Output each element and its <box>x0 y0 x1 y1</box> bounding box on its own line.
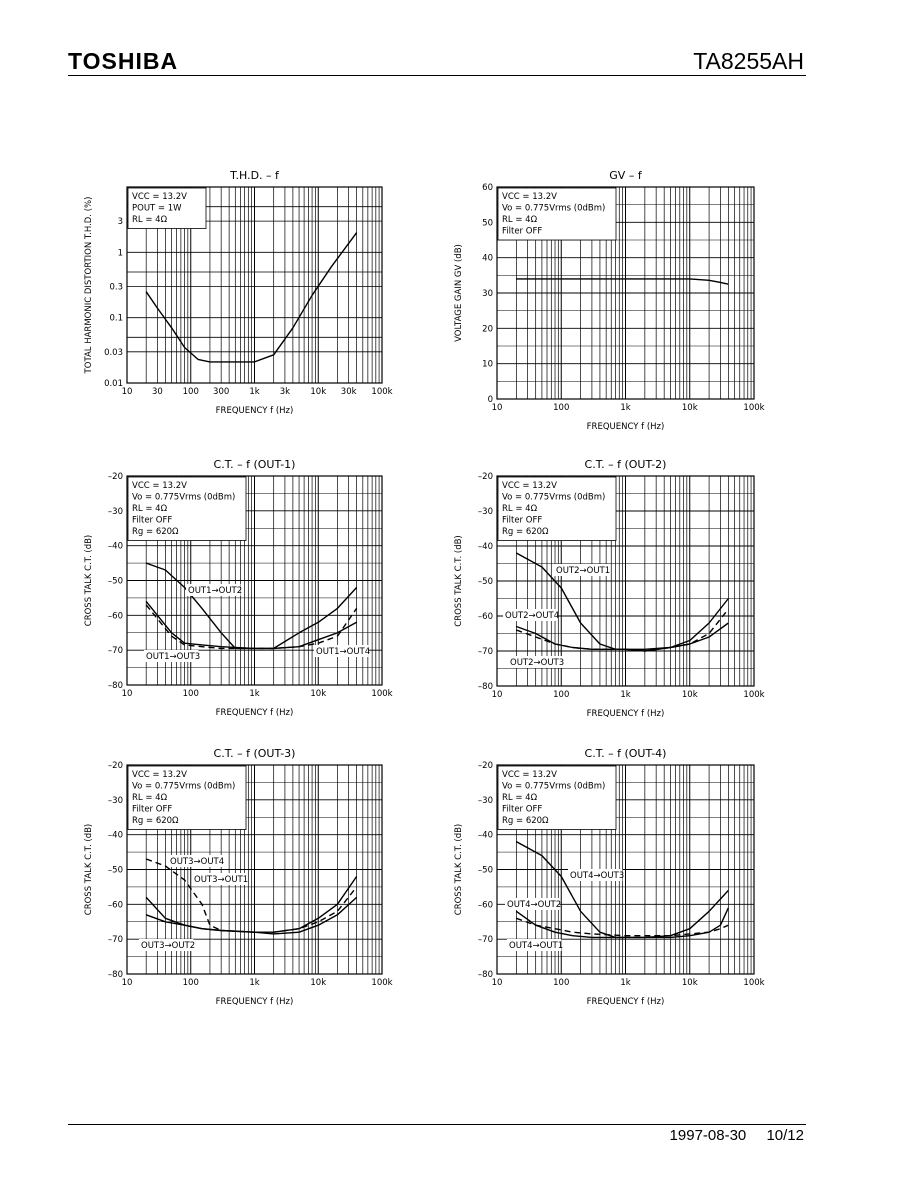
series-label: OUT1→OUT3 <box>146 652 201 662</box>
chart-1 <box>84 169 393 416</box>
x-tick-label: 100k <box>371 387 393 397</box>
x-tick-label: 100k <box>371 978 393 988</box>
condition-text: Filter OFF <box>502 515 543 526</box>
footer-page: 10/12 <box>766 1127 804 1144</box>
y-tick-label: –70 <box>107 935 123 946</box>
x-tick-label: 1k <box>249 978 260 988</box>
y-tick-label: –30 <box>107 506 123 517</box>
series-label: OUT2→OUT3 <box>510 658 565 668</box>
condition-text: Rg = 620Ω <box>132 527 179 537</box>
x-axis-label: FREQUENCY f (Hz) <box>215 708 294 718</box>
y-tick-label: –20 <box>107 761 123 771</box>
part-number: TA8255AH <box>693 48 804 74</box>
x-tick-label: 3k <box>279 387 291 397</box>
y-tick-label: –30 <box>477 507 493 517</box>
brand-logo: TOSHIBA <box>68 48 179 74</box>
x-tick-label: 100 <box>553 403 570 413</box>
y-tick-label: 1 <box>117 248 123 259</box>
chart-3 <box>84 458 393 718</box>
x-tick-label: 10k <box>310 689 327 699</box>
y-tick-label: –70 <box>477 647 493 657</box>
x-tick-label: 10k <box>310 387 327 397</box>
y-tick-label: 40 <box>482 253 493 264</box>
condition-text: RL = 4Ω <box>502 793 538 803</box>
chart-4 <box>454 458 765 719</box>
x-tick-label: 100k <box>743 690 765 700</box>
condition-text: VCC = 13.2V <box>132 481 187 491</box>
condition-text: RL = 4Ω <box>502 504 538 514</box>
condition-text: RL = 4Ω <box>132 504 168 514</box>
condition-text: POUT = 1W <box>132 203 182 214</box>
y-tick-label: –60 <box>107 611 123 622</box>
series-label: OUT2→OUT4 <box>505 611 560 621</box>
series-label: OUT3→OUT4 <box>170 857 225 867</box>
chart-title: C.T. – f (OUT-3) <box>213 747 296 760</box>
condition-text: VCC = 13.2V <box>132 770 187 780</box>
x-axis-label: FREQUENCY f (Hz) <box>586 997 665 1007</box>
footer-date: 1997-08-30 <box>669 1127 747 1144</box>
y-tick-label: –20 <box>477 761 493 771</box>
condition-text: Vo = 0.775Vrms (0dBm) <box>132 781 236 792</box>
y-axis-label: VOLTAGE GAIN GV (dB) <box>454 244 464 342</box>
x-tick-label: 1k <box>249 387 260 397</box>
y-tick-label: 0.01 <box>104 379 123 389</box>
condition-text: Vo = 0.775Vrms (0dBm) <box>502 781 606 792</box>
y-axis-label: CROSS TALK C.T. (dB) <box>454 535 464 627</box>
y-tick-label: 0.3 <box>109 282 123 293</box>
chart-2 <box>454 169 765 432</box>
x-tick-label: 10 <box>491 690 503 700</box>
x-tick-label: 1k <box>249 689 260 699</box>
y-tick-label: –80 <box>107 970 123 980</box>
x-axis-label: FREQUENCY f (Hz) <box>215 406 294 416</box>
y-tick-label: –30 <box>107 795 123 806</box>
y-axis-label: CROSS TALK C.T. (dB) <box>84 823 94 916</box>
chart-title: C.T. – f (OUT-4) <box>584 747 667 760</box>
condition-text: VCC = 13.2V <box>502 481 557 491</box>
y-tick-label: 30 <box>482 289 493 299</box>
x-tick-label: 100 <box>182 978 199 988</box>
x-tick-label: 100k <box>743 978 765 988</box>
y-axis-label: TOTAL HARMONIC DISTORTION T.H.D. (%) <box>84 196 94 374</box>
y-tick-label: –60 <box>477 612 493 622</box>
x-tick-label: 10 <box>491 978 503 988</box>
y-tick-label: –20 <box>107 472 123 482</box>
x-tick-label: 1k <box>620 978 631 988</box>
series-label: OUT4→OUT1 <box>509 941 564 951</box>
chart-title: C.T. – f (OUT-1) <box>213 458 296 471</box>
y-tick-label: –30 <box>477 795 493 806</box>
y-tick-label: –50 <box>477 865 493 876</box>
y-axis-label: CROSS TALK C.T. (dB) <box>84 534 94 627</box>
x-axis-label: FREQUENCY f (Hz) <box>215 997 294 1007</box>
y-tick-label: –20 <box>477 472 493 482</box>
y-tick-label: –50 <box>107 576 123 587</box>
y-tick-label: –40 <box>107 541 123 552</box>
x-tick-label: 300 <box>213 387 230 397</box>
y-axis-label: CROSS TALK C.T. (dB) <box>454 823 464 916</box>
chart-5 <box>84 747 393 1007</box>
x-tick-label: 30 <box>152 387 163 397</box>
x-tick-label: 10 <box>121 387 133 397</box>
y-tick-label: 20 <box>482 324 493 335</box>
x-tick-label: 10k <box>681 690 698 700</box>
x-axis-label: FREQUENCY f (Hz) <box>586 422 665 432</box>
x-tick-label: 30k <box>340 387 357 397</box>
condition-text: Vo = 0.775Vrms (0dBm) <box>502 203 606 214</box>
chart-title: GV – f <box>609 169 642 182</box>
condition-text: Filter OFF <box>502 226 543 237</box>
y-tick-label: –70 <box>477 935 493 946</box>
y-tick-label: –60 <box>107 900 123 911</box>
x-tick-label: 10 <box>121 978 133 988</box>
y-tick-label: 0.1 <box>109 313 123 324</box>
y-tick-label: 60 <box>482 183 493 193</box>
condition-text: VCC = 13.2V <box>132 192 187 202</box>
x-tick-label: 10 <box>121 689 133 699</box>
y-tick-label: –80 <box>477 970 493 980</box>
condition-text: Filter OFF <box>132 515 173 526</box>
series-label: OUT1→OUT2 <box>188 586 243 596</box>
y-tick-label: –50 <box>477 577 493 587</box>
x-tick-label: 100k <box>743 403 765 413</box>
y-tick-label: –40 <box>477 830 493 841</box>
y-tick-label: –50 <box>107 865 123 876</box>
condition-text: VCC = 13.2V <box>502 770 557 780</box>
y-tick-label: –40 <box>107 830 123 841</box>
y-tick-label: –80 <box>107 681 123 691</box>
y-tick-label: 0 <box>487 395 493 405</box>
x-tick-label: 1k <box>620 690 631 700</box>
condition-text: Vo = 0.775Vrms (0dBm) <box>132 492 236 503</box>
x-tick-label: 10k <box>681 978 698 988</box>
footer-rule <box>68 1124 806 1125</box>
x-tick-label: 100 <box>182 689 199 699</box>
x-tick-label: 100 <box>182 387 199 397</box>
condition-text: Vo = 0.775Vrms (0dBm) <box>502 492 606 503</box>
x-tick-label: 10k <box>310 978 327 988</box>
y-tick-label: 0.03 <box>104 347 123 358</box>
condition-text: Rg = 620Ω <box>132 816 179 826</box>
condition-text: Rg = 620Ω <box>502 816 549 826</box>
y-tick-label: 50 <box>482 218 493 229</box>
chart-title: C.T. – f (OUT-2) <box>584 458 667 471</box>
x-tick-label: 100 <box>553 690 570 700</box>
chart-6 <box>454 747 765 1007</box>
y-tick-label: 3 <box>117 217 123 228</box>
condition-text: Filter OFF <box>132 804 173 815</box>
condition-text: RL = 4Ω <box>502 215 538 225</box>
x-tick-label: 1k <box>620 403 631 413</box>
series-label: OUT3→OUT1 <box>194 875 249 885</box>
condition-text: VCC = 13.2V <box>502 192 557 202</box>
series-label: OUT1→OUT4 <box>316 647 371 657</box>
y-tick-label: –80 <box>477 682 493 692</box>
chart-title: T.H.D. – f <box>230 169 279 182</box>
condition-text: Rg = 620Ω <box>502 527 549 537</box>
condition-text: RL = 4Ω <box>132 215 168 225</box>
condition-text: Filter OFF <box>502 804 543 815</box>
series-label: OUT2→OUT1 <box>556 566 611 576</box>
x-tick-label: 10 <box>491 403 503 413</box>
x-axis-label: FREQUENCY f (Hz) <box>586 709 665 719</box>
condition-text: RL = 4Ω <box>132 793 168 803</box>
x-tick-label: 100k <box>371 689 393 699</box>
x-tick-label: 10k <box>681 403 698 413</box>
y-tick-label: –70 <box>107 646 123 657</box>
series-label: OUT3→OUT2 <box>141 941 196 951</box>
x-tick-label: 100 <box>553 978 570 988</box>
footer <box>654 1127 804 1144</box>
y-tick-label: –60 <box>477 900 493 911</box>
y-tick-label: 10 <box>482 359 493 370</box>
y-tick-label: –40 <box>477 542 493 552</box>
series-label: OUT4→OUT2 <box>507 900 562 910</box>
series-label: OUT4→OUT3 <box>570 871 625 881</box>
